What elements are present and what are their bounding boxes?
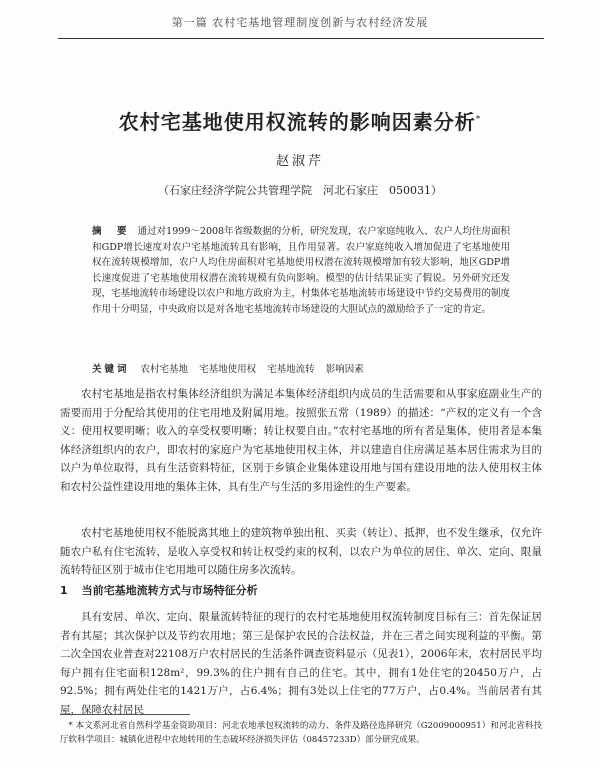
title-text: 农村宅基地使用权流转的影响因素分析 — [118, 110, 476, 134]
section-heading — [60, 582, 542, 598]
body-paragraph-1: 农村宅基地是指农村集体经济组织为满足本集体经济组织内成员的生活需要和从事家庭副业生产的需要而用于分配给其使用的住宅用地及附属用地。按照张五常（1989）的描述：“产权的定义有一个含义：使用权要明晰；收入的享受权要明晰；转让权要自由。”农村宅基地的所有者是集体，使用者是本集体经济组织内的农户，即农村的家庭户为宅基地使用权主体，并以建造自住房满足基本居住需求为目的以户为单位取得，具有生活资料特征，区别于乡镇企业集体建设用地与国有建设用地的法人使用权主体和农村公益性建设用地的集体主体，具有生产与生活的多用途性的生产要素。 — [60, 388, 542, 493]
abstract — [92, 224, 510, 317]
section-title: 当前宅基地流转方式与市场特征分析 — [81, 584, 258, 597]
section-number: 1 — [60, 584, 68, 597]
keywords-label: 关键词 — [92, 364, 130, 375]
body-paragraph-2: 农村宅基地使用权不能脱离其地上的建筑物单独出租、买卖（转让）、抵押，也不发生继承，仅允许随农户私有住宅流转，是收入享受权和转让权受约束的权利，以农户为单位的居住、单次、定向、限量流转特征区别于城市住宅用地可以随住房多次流转。 — [60, 527, 542, 576]
footnote: * 本文系河北省自然科学基金资助项目：河北农地承包权流转的动力、条件及路径选择研究（G2009000951）和河北省科技厅软科学项目：城镇化进程中农地转用的生态破坏经济损失评估（08457233D）部分研究成果。 — [60, 721, 542, 745]
keyword: 影响因素 — [325, 364, 364, 375]
abstract-text: 通过对1999～2008年省级数据的分析，研究发现，农户家庭纯收入、农户人均住房面积和GDP增长速度对农户宅基地流转具有影响，且作用显著。农户家庭纯收入增加促进了宅基地使用权在流转规模增加，农户人均住房面积对宅基地使用权潜在流转规模增加有较大影响，地区GDP增长速度促进了宅基地使用权潜在流转规模有负向影响。模型的估计结果证实了假说。另外研究还发现，宅基地流转市场建设以农户和地方政府为主，村集体宅基地流转市场建设中节约交易费用的制度作用十分明显，中央政府以是对各地宅基地流转市场建设的大胆试点的激励给予了一定的肯定。 — [92, 226, 511, 315]
running-head: 第一篇 农村宅基地管理制度创新与农村经济发展 — [171, 16, 429, 29]
body-paragraph-3: 具有安居、单次、定向、限量流转特征的现行的农村宅基地使用权流转制度目标有三：首先保证居者有其屋；其次保护以及节约农用地；第三是保护农民的合法权益，并在三者之间实现利益的平衡。第二次全国农业普查对22108万户农村居民的生活条件调查资料显示（见表1），2006年末，农村居民平均每户拥有住宅面积128m²，99.3%的住户拥有自己的住宅。其中，拥有1处住宅的20450万户，占92.5%；拥有两处住宅的1421万户，占6.4%；拥有3处以上住宅的77万户，占0.4%。当前居者有其屋，保障农村居民 — [60, 611, 542, 716]
paper-title — [40, 106, 560, 135]
author-name: 赵淑芹 — [275, 154, 324, 169]
abstract-label: 摘 要 — [92, 226, 130, 237]
header-rule — [58, 38, 544, 39]
keyword: 宅基地流转 — [267, 364, 315, 375]
affiliation: （石家庄经济学院公共管理学院 河北石家庄 050031） — [158, 184, 442, 197]
title-footnote-mark: * — [475, 114, 482, 125]
keyword: 农村宅基地 — [140, 364, 189, 375]
footnote-rule — [60, 714, 190, 715]
keyword: 宅基地使用权 — [199, 364, 257, 375]
keywords — [92, 362, 510, 377]
